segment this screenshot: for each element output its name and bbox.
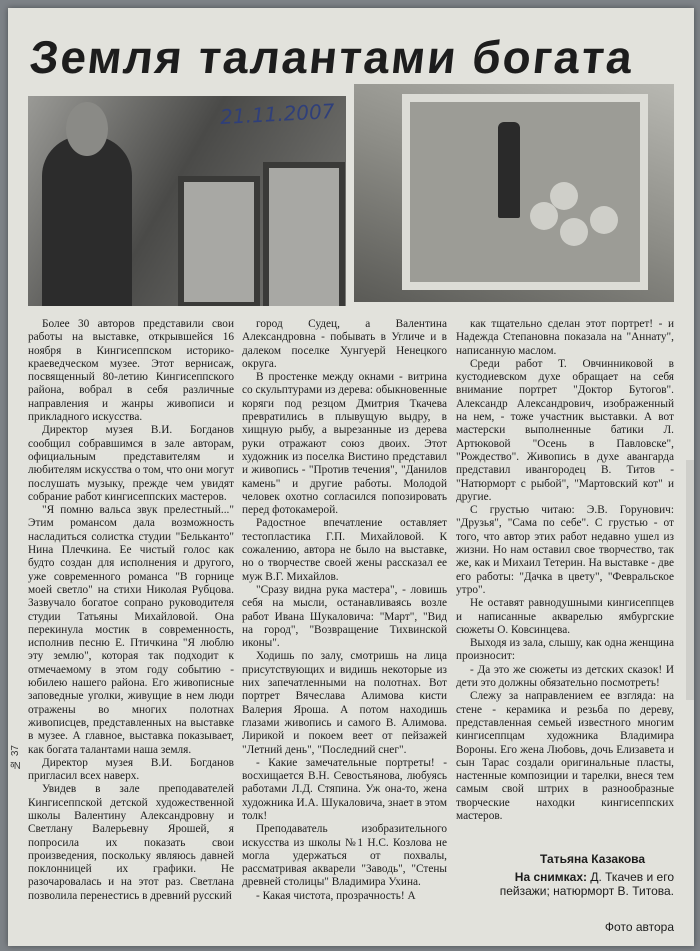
photo-credit: Фото автора bbox=[604, 920, 674, 934]
paragraph: С грустью читаю: Э.В. Горунович: "Друзья", "Сама по себе". С грустью - от того, что автор этих работ недавно ушел из жизни. Но нам оставил свое творчество, так же, как и Михаил Тетерин. На выставке - две его работы: "Дачка в цвету", "Февральское утро". bbox=[456, 504, 674, 596]
paragraph: Радостное впечатление оставляет тестопластика Г.П. Михайловой. К сожалению, автора не было на выставке, но о творчестве своей жены рассказал ее муж В.Г. Михайлов. bbox=[242, 517, 447, 583]
paragraph: Выходя из зала, слышу, как одна женщина произносит: bbox=[456, 637, 674, 663]
painting-frame bbox=[263, 162, 345, 306]
paragraph: Преподаватель изобразительного искусства из школы №1 Н.С. Козлова не могла удержаться от похвалы, рассматривая акварели "Заводь", "Стены древней столицы" Владимира Ухина. bbox=[242, 823, 447, 889]
photo-still-life-painting bbox=[354, 84, 674, 302]
fruit-shape bbox=[550, 182, 578, 210]
handwritten-date: 21.11.2007 bbox=[219, 99, 336, 129]
paragraph: - Какая чистота, прозрачность! А bbox=[256, 889, 416, 902]
photo-artist-with-paintings bbox=[28, 96, 346, 306]
paragraph: Слежу за направлением ее взгляда: на стене - керамика и резьба по дереву, представленная семьей известного многим кингисеппцам художника Владимира Вороны. Его жена Любовь, дочь Елизавета и сын Тарас создали оригинальные пласты, настенные композиции и тарелки, внеся тем самым свой штрих в разнообразные творческие находки кингисеппских мастеров. bbox=[456, 690, 674, 822]
photo-caption bbox=[478, 870, 674, 898]
paragraph: Директор музея В.И. Богданов пригласил всех наверх. bbox=[28, 756, 234, 783]
paragraph: Ходишь по залу, смотришь на лица присутствующих и видишь некоторые из них запечатленными на полотнах. Вот портрет Вячеслава Алимова кисти Валерия Ярошa. А потом находишь глазами живопись и самого В. Алимова. Лирикой и покоем веет от пейзажей "Летний день", "Последний снег". bbox=[242, 650, 447, 756]
paragraph: - Да это же сюжеты из детских сказок! И дети это должны обязательно посмотреть! bbox=[456, 663, 674, 690]
paragraph: Среди работ Т. Овчинниковой в кустодиевском духе обращает на себя внимание портрет "Доктор Бутогов". Александр Александрович, изображенный на нем, - тоже участник выставки. А вот мастерски выполненные батики Л. Артюковой "Осень в Павловске", "Рождество". Живопись в духе авангарда представил ивангородец В. Титов - "Натюрморт с рыбой", "Мартовский кот" и другие. bbox=[456, 357, 674, 503]
author-signature: Татьяна Казакова bbox=[540, 852, 646, 866]
article-column-2 bbox=[242, 318, 447, 903]
paragraph: Не оставят равнодушными кингисеппцев и написанные акварелью ямбургские сюжеты О. Ковсинцева. bbox=[456, 597, 674, 636]
clipping-edge bbox=[686, 460, 694, 700]
still-life-canvas bbox=[402, 94, 648, 290]
caption-label: На снимках: bbox=[514, 870, 587, 884]
paragraph: - Какие замечательные портреты! - восхищается В.Н. Севостьянова, любуясь работами Л.Д. Стяпина. Уж она-то, жена художника И.А. Шукаловича, знает в этом толк! bbox=[242, 756, 447, 822]
headline: Земля талантами богата bbox=[27, 31, 637, 83]
caption-text: Д. Ткачев и его пейзажи; натюрморт В. Титова. bbox=[499, 870, 674, 898]
artist-figure bbox=[42, 136, 132, 306]
article-column-1 bbox=[28, 318, 234, 903]
bottle-shape bbox=[498, 122, 520, 218]
fruit-shape bbox=[590, 206, 618, 234]
article-column-3 bbox=[456, 318, 674, 823]
paragraph: Директор музея В.И. Богданов сообщил собравшимся в зале авторам, официальным представителям и любителям искусства о том, что они могут послушать музыку, прежде чем увидят собрание работ кингисеппских мастеров. bbox=[28, 424, 234, 503]
artist-head bbox=[66, 102, 108, 156]
paragraph: город Судец, а Валентина Александровна - побывать в Угличе и в далеком поселке Хунгуерй Ненецкого округа. bbox=[242, 318, 447, 370]
paragraph: В простенке между окнами - витрина со скульптурами из дерева: обыкновенные коряги под резцом Дмитрия Ткачева превратились в плывущую выдру, в хищную рыбу, а вырезанные из дерева руки отражают союз двоих. Этот художник из поселка Вистино представил и живопись - "Против течения", "Данилов камень" и другие работы. Молодой человек охотно согласился попозировать перед фотокамерой. bbox=[242, 371, 447, 517]
paragraph: Более 30 авторов представили свои работы на выставке, открывшейся 16 ноября в Кингисеппском историко-краеведческом музее. Этот вернисаж, посвященный 80-летию Кингисеппского района, вобрал в себя различные направления и жанры живописи и прикладного искусства. bbox=[28, 318, 234, 424]
paragraph: как тщательно сделан этот портрет! - и Надежда Степановна показала на "Аннату", написанную маслом. bbox=[456, 318, 674, 357]
paragraph: "Сразу видна рука мастера", - ловишь себя на мысли, останавливаясь возле работ Ивана Шукаловича: "Март", "Вид на город", "Возвращение Тихвинской иконы". bbox=[242, 583, 447, 650]
fruit-shape bbox=[560, 218, 588, 246]
side-stamp: № 37 bbox=[10, 745, 21, 770]
paragraph: "Я помню вальса звук прелестный..." Этим романсом дала возможность насладиться солистка студии "Бельканто" Нина Плечкина. Ее чистый голос как будто создан для исполнения и другого, уже современного романса "В горнице моей светло" на стихи Николая Рубцова. Зазвучало богатое сопрано руководителя студии Татьяны Михайловой. Она перекинула мостик в современность, исполнив песню Е. Птичкина "Я люблю эту землю", которая так подходит к отмечаемому в этом году событию - юбилею нашего района. Его живописные заповедные уголки, живущие в нем люди отражены во многих полотнах живописцев, представленных на выставке в музее. А главное, выставка показывает, как богата талантами наша земля. bbox=[28, 504, 234, 756]
painting-frame bbox=[178, 176, 260, 306]
paragraph: Увидев в зале преподавателей Кингисеппской детской художественной школы Валентину Александровну и Светлану Валерьевну Ярошей, я попросила их показать свои произведения, поскольку являюсь давней поклонницей их графики. Не разочаровалась и на этот раз. Светлана позволила перенестись в древний русский bbox=[28, 783, 234, 902]
